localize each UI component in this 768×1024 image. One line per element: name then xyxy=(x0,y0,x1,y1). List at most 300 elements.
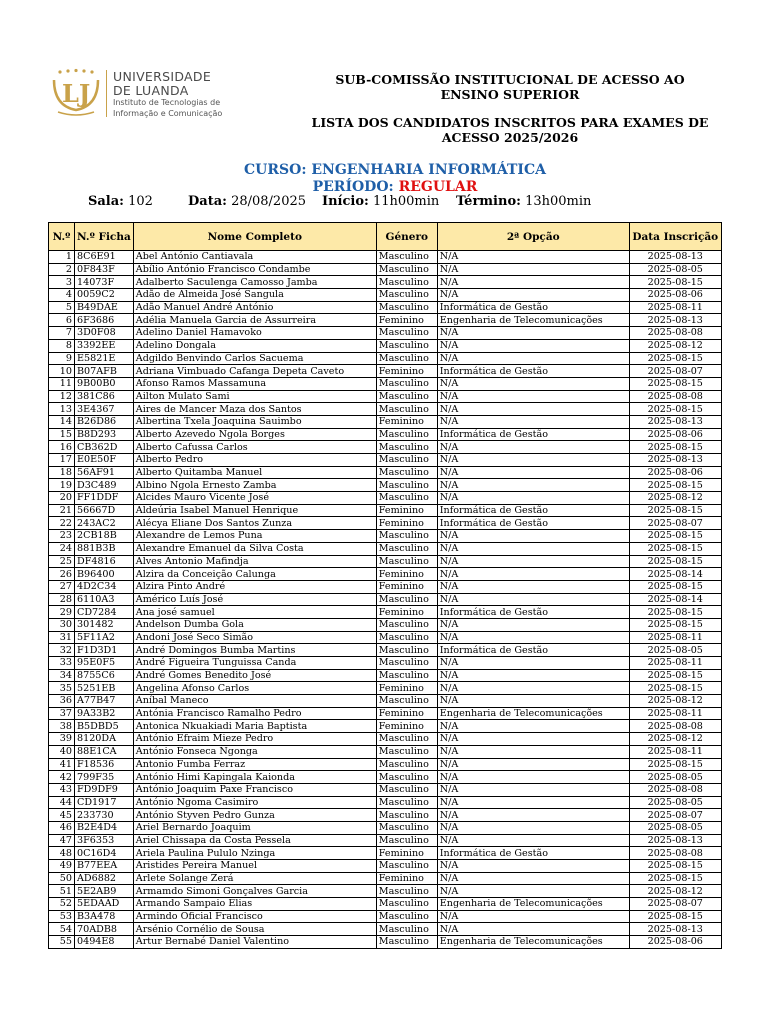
cell-name: Alécya Eliane Dos Santos Zunza xyxy=(133,517,376,530)
cell-name: André Figueira Tunguissa Canda xyxy=(133,657,376,670)
cell-number: 2 xyxy=(49,263,75,276)
cell-number: 44 xyxy=(49,796,75,809)
cell-number: 32 xyxy=(49,644,75,657)
table-row xyxy=(49,872,722,885)
cell-ficha: F1D3D1 xyxy=(75,644,134,657)
cell-name: Aristides Pereira Manuel xyxy=(133,860,376,873)
cell-name: Alzira da Conceição Calunga xyxy=(133,568,376,581)
cell-date: 2025-08-06 xyxy=(629,466,721,479)
cell-number: 12 xyxy=(49,390,75,403)
table-row xyxy=(49,745,722,758)
cell-second-option: N/A xyxy=(437,733,629,746)
cell-ficha: 6F3686 xyxy=(75,314,134,327)
cell-ficha: 0059C2 xyxy=(75,289,134,302)
cell-ficha: FD9DF9 xyxy=(75,783,134,796)
cell-gender: Masculino xyxy=(376,428,437,441)
cell-name: Alberto Quitamba Manuel xyxy=(133,466,376,479)
cell-gender: Masculino xyxy=(376,301,437,314)
cell-date: 2025-08-14 xyxy=(629,593,721,606)
cell-second-option: N/A xyxy=(437,745,629,758)
cell-ficha: 2CB18B xyxy=(75,530,134,543)
cell-ficha: 95E0F5 xyxy=(75,657,134,670)
table-row xyxy=(49,720,722,733)
cell-date: 2025-08-11 xyxy=(629,631,721,644)
table-row xyxy=(49,771,722,784)
cell-gender: Masculino xyxy=(376,289,437,302)
cell-name: Adão de Almeida José Sangula xyxy=(133,289,376,302)
cell-number: 40 xyxy=(49,745,75,758)
cell-name: Armamdo Simoni Gonçalves Garcia xyxy=(133,885,376,898)
cell-date: 2025-08-05 xyxy=(629,796,721,809)
cell-number: 52 xyxy=(49,898,75,911)
cell-second-option: N/A xyxy=(437,809,629,822)
table-row xyxy=(49,860,722,873)
cell-second-option: N/A xyxy=(437,403,629,416)
table-row xyxy=(49,644,722,657)
cell-number: 25 xyxy=(49,555,75,568)
cell-second-option: N/A xyxy=(437,580,629,593)
cell-gender: Feminino xyxy=(376,682,437,695)
table-row xyxy=(49,657,722,670)
cell-name: Arlete Solange Zerá xyxy=(133,872,376,885)
cell-date: 2025-08-11 xyxy=(629,745,721,758)
course-title: CURSO: ENGENHARIA INFORMÁTICA xyxy=(244,162,546,178)
room-value: 102 xyxy=(128,194,153,209)
cell-second-option: Informática de Gestão xyxy=(437,428,629,441)
table-row xyxy=(49,517,722,530)
cell-second-option: N/A xyxy=(437,415,629,428)
cell-date: 2025-08-12 xyxy=(629,339,721,352)
table-row xyxy=(49,682,722,695)
cell-gender: Masculino xyxy=(376,860,437,873)
cell-name: Ariela Paulina Pululo Nzinga xyxy=(133,847,376,860)
table-row xyxy=(49,733,722,746)
cell-second-option: N/A xyxy=(437,720,629,733)
cell-date: 2025-08-13 xyxy=(629,923,721,936)
cell-ficha: 3E4367 xyxy=(75,403,134,416)
cell-number: 35 xyxy=(49,682,75,695)
cell-number: 48 xyxy=(49,847,75,860)
cell-number: 30 xyxy=(49,618,75,631)
cell-second-option: N/A xyxy=(437,530,629,543)
cell-number: 28 xyxy=(49,593,75,606)
cell-number: 33 xyxy=(49,657,75,670)
table-row xyxy=(49,555,722,568)
cell-name: Adalberto Saculenga Camosso Jamba xyxy=(133,276,376,289)
cell-date: 2025-08-11 xyxy=(629,301,721,314)
cell-date: 2025-08-05 xyxy=(629,771,721,784)
cell-number: 8 xyxy=(49,339,75,352)
cell-second-option: N/A xyxy=(437,454,629,467)
cell-ficha: 243AC2 xyxy=(75,517,134,530)
col-header-gender: Género xyxy=(376,223,437,251)
cell-ficha: 233730 xyxy=(75,809,134,822)
cell-number: 43 xyxy=(49,783,75,796)
cell-ficha: B77EEA xyxy=(75,860,134,873)
cell-number: 6 xyxy=(49,314,75,327)
cell-ficha: 799F35 xyxy=(75,771,134,784)
start-info: Início: 11h00min xyxy=(322,194,440,209)
cell-number: 49 xyxy=(49,860,75,873)
cell-number: 37 xyxy=(49,707,75,720)
cell-number: 51 xyxy=(49,885,75,898)
cell-number: 45 xyxy=(49,809,75,822)
cell-name: Adriana Vimbuado Cafanga Depeta Caveto xyxy=(133,365,376,378)
table-row xyxy=(49,783,722,796)
cell-ficha: A77B47 xyxy=(75,695,134,708)
cell-date: 2025-08-15 xyxy=(629,479,721,492)
cell-gender: Masculino xyxy=(376,783,437,796)
cell-date: 2025-08-08 xyxy=(629,327,721,340)
cell-name: Abílio António Francisco Condambe xyxy=(133,263,376,276)
cell-second-option: N/A xyxy=(437,631,629,644)
cell-second-option: N/A xyxy=(437,593,629,606)
cell-name: Albino Ngola Ernesto Zamba xyxy=(133,479,376,492)
cell-gender: Masculino xyxy=(376,796,437,809)
cell-name: Alexandre Emanuel da Silva Costa xyxy=(133,542,376,555)
university-logo xyxy=(48,68,233,126)
cell-date: 2025-08-07 xyxy=(629,365,721,378)
cell-gender: Masculino xyxy=(376,593,437,606)
cell-gender: Masculino xyxy=(376,263,437,276)
table-row xyxy=(49,415,722,428)
table-header-row xyxy=(49,223,722,251)
cell-date: 2025-08-15 xyxy=(629,441,721,454)
table-row xyxy=(49,365,722,378)
cell-ficha: B5DBD5 xyxy=(75,720,134,733)
cell-gender: Masculino xyxy=(376,466,437,479)
cell-number: 14 xyxy=(49,415,75,428)
table-body xyxy=(49,251,722,949)
cell-ficha: B8D293 xyxy=(75,428,134,441)
cell-number: 17 xyxy=(49,454,75,467)
cell-ficha: 9B00B0 xyxy=(75,377,134,390)
cell-date: 2025-08-15 xyxy=(629,618,721,631)
cell-gender: Masculino xyxy=(376,542,437,555)
cell-ficha: 881B3B xyxy=(75,542,134,555)
cell-gender: Masculino xyxy=(376,809,437,822)
cell-ficha: 0F843F xyxy=(75,263,134,276)
cell-second-option: N/A xyxy=(437,289,629,302)
cell-ficha: B26D86 xyxy=(75,415,134,428)
cell-ficha: 3F6353 xyxy=(75,834,134,847)
cell-name: Abel António Cantiavala xyxy=(133,251,376,264)
cell-date: 2025-08-13 xyxy=(629,415,721,428)
cell-name: António Efraim Mieze Pedro xyxy=(133,733,376,746)
cell-gender: Feminino xyxy=(376,872,437,885)
cell-gender: Feminino xyxy=(376,314,437,327)
table-row xyxy=(49,936,722,949)
cell-second-option: Informática de Gestão xyxy=(437,644,629,657)
cell-name: Adão Manuel André António xyxy=(133,301,376,314)
date-value: 28/08/2025 xyxy=(231,194,307,209)
cell-gender: Masculino xyxy=(376,771,437,784)
cell-ficha: 381C86 xyxy=(75,390,134,403)
cell-ficha: DF4816 xyxy=(75,555,134,568)
cell-name: António Ngoma Casimiro xyxy=(133,796,376,809)
cell-ficha: B2E4D4 xyxy=(75,821,134,834)
cell-second-option: N/A xyxy=(437,669,629,682)
cell-name: Alberto Cafussa Carlos xyxy=(133,441,376,454)
cell-number: 22 xyxy=(49,517,75,530)
cell-name: António Joaquim Paxe Francisco xyxy=(133,783,376,796)
cell-date: 2025-08-07 xyxy=(629,517,721,530)
table-row xyxy=(49,821,722,834)
cell-number: 9 xyxy=(49,352,75,365)
table-row xyxy=(49,758,722,771)
cell-second-option: N/A xyxy=(437,657,629,670)
cell-name: Ariel Bernardo Joaquim xyxy=(133,821,376,834)
table-row xyxy=(49,593,722,606)
table-row xyxy=(49,796,722,809)
table-row xyxy=(49,479,722,492)
cell-gender: Feminino xyxy=(376,415,437,428)
cell-second-option: N/A xyxy=(437,327,629,340)
cell-number: 38 xyxy=(49,720,75,733)
col-header-date: Data Inscrição xyxy=(629,223,721,251)
cell-name: Adelino Daniel Hamavoko xyxy=(133,327,376,340)
cell-number: 29 xyxy=(49,606,75,619)
cell-date: 2025-08-05 xyxy=(629,263,721,276)
table-row xyxy=(49,327,722,340)
cell-name: António Styven Pedro Gunza xyxy=(133,809,376,822)
table-row xyxy=(49,910,722,923)
cell-date: 2025-08-06 xyxy=(629,936,721,949)
period-label: PERÍODO: xyxy=(312,179,394,195)
cell-name: Armindo Oficial Francisco xyxy=(133,910,376,923)
candidates-table xyxy=(48,222,722,949)
table-row xyxy=(49,580,722,593)
table-row xyxy=(49,377,722,390)
cell-date: 2025-08-15 xyxy=(629,758,721,771)
cell-date: 2025-08-07 xyxy=(629,809,721,822)
cell-name: Alves Antonio Mafindja xyxy=(133,555,376,568)
cell-date: 2025-08-15 xyxy=(629,910,721,923)
cell-gender: Masculino xyxy=(376,251,437,264)
cell-date: 2025-08-11 xyxy=(629,657,721,670)
cell-number: 4 xyxy=(49,289,75,302)
cell-number: 36 xyxy=(49,695,75,708)
table-row xyxy=(49,530,722,543)
cell-date: 2025-08-12 xyxy=(629,733,721,746)
table-row xyxy=(49,314,722,327)
cell-ficha: B96400 xyxy=(75,568,134,581)
cell-second-option: N/A xyxy=(437,441,629,454)
cell-ficha: 5EDAAD xyxy=(75,898,134,911)
cell-ficha: 3D0F08 xyxy=(75,327,134,340)
cell-second-option: Engenharia de Telecomunicações xyxy=(437,898,629,911)
cell-gender: Masculino xyxy=(376,885,437,898)
cell-number: 27 xyxy=(49,580,75,593)
cell-second-option: N/A xyxy=(437,339,629,352)
cell-date: 2025-08-15 xyxy=(629,860,721,873)
cell-gender: Masculino xyxy=(376,339,437,352)
cell-ficha: 9A33B2 xyxy=(75,707,134,720)
cell-date: 2025-08-13 xyxy=(629,314,721,327)
cell-ficha: CB362D xyxy=(75,441,134,454)
cell-name: Ana josé samuel xyxy=(133,606,376,619)
cell-second-option: Engenharia de Telecomunicações xyxy=(437,936,629,949)
cell-second-option: N/A xyxy=(437,479,629,492)
cell-ficha: B07AFB xyxy=(75,365,134,378)
col-header-number: N.º xyxy=(49,223,75,251)
cell-name: Afonso Ramos Massamuna xyxy=(133,377,376,390)
cell-date: 2025-08-15 xyxy=(629,872,721,885)
cell-second-option: N/A xyxy=(437,466,629,479)
cell-gender: Masculino xyxy=(376,669,437,682)
table-row xyxy=(49,669,722,682)
cell-ficha: 8755C6 xyxy=(75,669,134,682)
cell-ficha: B3A478 xyxy=(75,910,134,923)
cell-number: 5 xyxy=(49,301,75,314)
institute-name: Instituto de Tecnologias de Informação e Comunicação xyxy=(113,98,223,118)
cell-date: 2025-08-15 xyxy=(629,682,721,695)
cell-date: 2025-08-08 xyxy=(629,390,721,403)
cell-ficha: 56AF91 xyxy=(75,466,134,479)
cell-gender: Feminino xyxy=(376,707,437,720)
cell-ficha: 14073F xyxy=(75,276,134,289)
cell-ficha: 56667D xyxy=(75,504,134,517)
cell-date: 2025-08-12 xyxy=(629,885,721,898)
cell-second-option: Informática de Gestão xyxy=(437,517,629,530)
cell-name: Andoni José Seco Simão xyxy=(133,631,376,644)
cell-number: 10 xyxy=(49,365,75,378)
cell-date: 2025-08-06 xyxy=(629,428,721,441)
table-row xyxy=(49,923,722,936)
cell-number: 1 xyxy=(49,251,75,264)
cell-date: 2025-08-05 xyxy=(629,821,721,834)
cell-second-option: N/A xyxy=(437,390,629,403)
cell-second-option: Engenharia de Telecomunicações xyxy=(437,314,629,327)
cell-ficha: 70ADB8 xyxy=(75,923,134,936)
cell-gender: Feminino xyxy=(376,580,437,593)
table-row xyxy=(49,631,722,644)
cell-ficha: 4D2C34 xyxy=(75,580,134,593)
cell-second-option: Informática de Gestão xyxy=(437,504,629,517)
cell-ficha: E5821E xyxy=(75,352,134,365)
cell-second-option: N/A xyxy=(437,910,629,923)
cell-date: 2025-08-15 xyxy=(629,542,721,555)
table-row xyxy=(49,441,722,454)
cell-name: Alzira Pinto André xyxy=(133,580,376,593)
cell-name: Adelino Dongala xyxy=(133,339,376,352)
date-info: Data: 28/08/2025 xyxy=(188,194,307,209)
cell-date: 2025-08-08 xyxy=(629,720,721,733)
cell-date: 2025-08-11 xyxy=(629,707,721,720)
table-row xyxy=(49,301,722,314)
cell-name: Armando Sampaio Elias xyxy=(133,898,376,911)
table-row xyxy=(49,606,722,619)
end-info: Término: 13h00min xyxy=(456,194,592,209)
cell-gender: Feminino xyxy=(376,517,437,530)
cell-number: 20 xyxy=(49,492,75,505)
cell-gender: Masculino xyxy=(376,390,437,403)
cell-second-option: N/A xyxy=(437,618,629,631)
cell-number: 50 xyxy=(49,872,75,885)
cell-gender: Masculino xyxy=(376,454,437,467)
cell-date: 2025-08-15 xyxy=(629,403,721,416)
cell-number: 46 xyxy=(49,821,75,834)
cell-number: 18 xyxy=(49,466,75,479)
cell-name: Angelina Afonso Carlos xyxy=(133,682,376,695)
cell-name: Andelson Dumba Gola xyxy=(133,618,376,631)
cell-name: André Gomes Benedito José xyxy=(133,669,376,682)
cell-number: 13 xyxy=(49,403,75,416)
cell-second-option: N/A xyxy=(437,860,629,873)
cell-date: 2025-08-14 xyxy=(629,568,721,581)
table-row xyxy=(49,707,722,720)
table-row xyxy=(49,809,722,822)
cell-second-option: N/A xyxy=(437,821,629,834)
cell-name: Antónia Francisco Ramalho Pedro xyxy=(133,707,376,720)
cell-name: Arsénio Cornélio de Sousa xyxy=(133,923,376,936)
cell-number: 11 xyxy=(49,377,75,390)
cell-ficha: B49DAE xyxy=(75,301,134,314)
cell-second-option: N/A xyxy=(437,352,629,365)
col-header-ficha: N.º Ficha xyxy=(75,223,134,251)
cell-ficha: D3C489 xyxy=(75,479,134,492)
cell-second-option: Informática de Gestão xyxy=(437,301,629,314)
cell-gender: Masculino xyxy=(376,834,437,847)
cell-gender: Masculino xyxy=(376,352,437,365)
cell-name: António Himi Kapingala Kaionda xyxy=(133,771,376,784)
cell-number: 55 xyxy=(49,936,75,949)
cell-date: 2025-08-06 xyxy=(629,289,721,302)
table-row xyxy=(49,339,722,352)
cell-date: 2025-08-15 xyxy=(629,276,721,289)
cell-gender: Feminino xyxy=(376,568,437,581)
cell-second-option: Informática de Gestão xyxy=(437,365,629,378)
cell-second-option: Informática de Gestão xyxy=(437,847,629,860)
cell-date: 2025-08-15 xyxy=(629,504,721,517)
cell-date: 2025-08-15 xyxy=(629,555,721,568)
cell-ficha: 3392EE xyxy=(75,339,134,352)
cell-number: 39 xyxy=(49,733,75,746)
cell-second-option: N/A xyxy=(437,872,629,885)
svg-text:LJ: LJ xyxy=(62,79,91,108)
table-row xyxy=(49,454,722,467)
cell-name: Aníbal Maneco xyxy=(133,695,376,708)
cell-gender: Masculino xyxy=(376,821,437,834)
table-row xyxy=(49,542,722,555)
cell-ficha: 5F11A2 xyxy=(75,631,134,644)
cell-gender: Masculino xyxy=(376,492,437,505)
table-row xyxy=(49,466,722,479)
cell-second-option: N/A xyxy=(437,758,629,771)
cell-gender: Masculino xyxy=(376,479,437,492)
cell-second-option: N/A xyxy=(437,695,629,708)
cell-number: 47 xyxy=(49,834,75,847)
cell-ficha: 88E1CA xyxy=(75,745,134,758)
cell-ficha: FF1DDF xyxy=(75,492,134,505)
table-row xyxy=(49,251,722,264)
cell-date: 2025-08-15 xyxy=(629,669,721,682)
table-row xyxy=(49,390,722,403)
logo-divider xyxy=(106,70,107,117)
cell-number: 19 xyxy=(49,479,75,492)
cell-number: 21 xyxy=(49,504,75,517)
cell-ficha: E0E50F xyxy=(75,454,134,467)
table-row xyxy=(49,263,722,276)
cell-number: 16 xyxy=(49,441,75,454)
cell-second-option: N/A xyxy=(437,796,629,809)
cell-ficha: 8C6E91 xyxy=(75,251,134,264)
cell-gender: Feminino xyxy=(376,847,437,860)
cell-name: Alberto Pedro xyxy=(133,454,376,467)
cell-ficha: 0C16D4 xyxy=(75,847,134,860)
cell-name: Alcides Mauro Vicente José xyxy=(133,492,376,505)
cell-gender: Masculino xyxy=(376,745,437,758)
